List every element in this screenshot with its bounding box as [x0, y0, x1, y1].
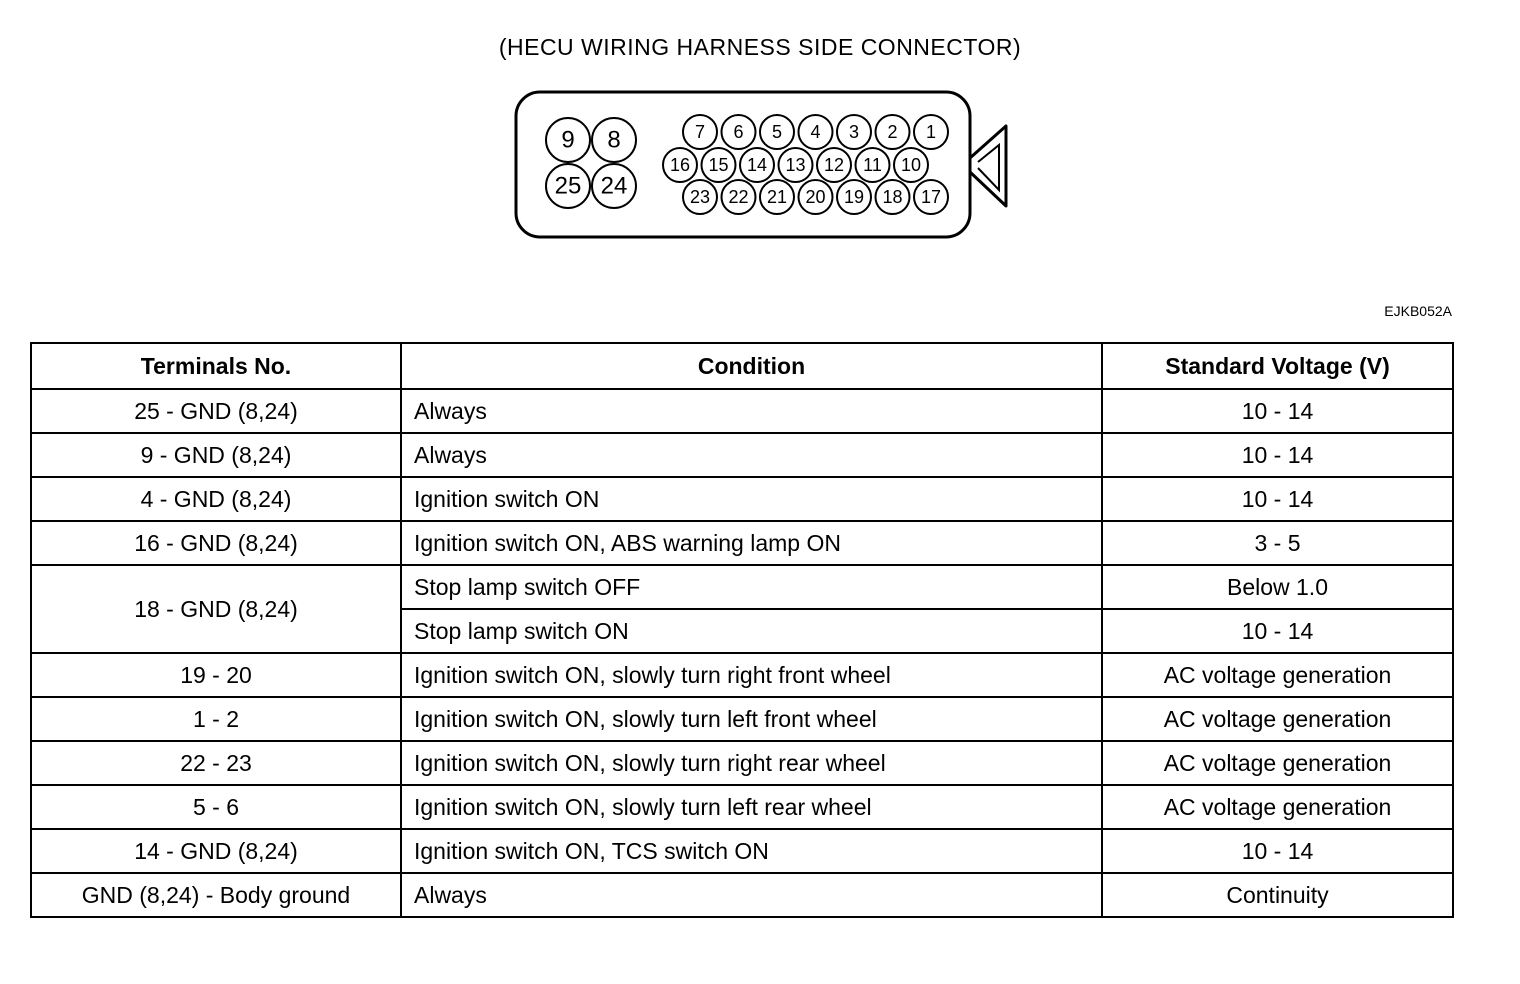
voltage-cell: Below 1.0	[1102, 565, 1453, 609]
voltage-spec-table	[30, 342, 1454, 918]
connector-pin	[817, 148, 851, 182]
connector-pin	[914, 115, 948, 149]
voltage-cell: AC voltage generation	[1102, 653, 1453, 697]
terminals-cell: 9 - GND (8,24)	[31, 433, 401, 477]
terminals-cell: 22 - 23	[31, 741, 401, 785]
connector-pin	[663, 148, 697, 182]
header-terminals: Terminals No.	[31, 343, 401, 389]
pin-number: 24	[600, 172, 628, 200]
pin-number: 16	[669, 155, 691, 175]
pin-number: 2	[887, 122, 898, 142]
condition-cell: Ignition switch ON, ABS warning lamp ON	[401, 521, 1102, 565]
voltage-cell: 3 - 5	[1102, 521, 1453, 565]
pin-number: 25	[554, 172, 582, 200]
table-header-row	[31, 343, 1453, 389]
condition-cell: Ignition switch ON, slowly turn left rear wheel	[401, 785, 1102, 829]
terminals-cell: 5 - 6	[31, 785, 401, 829]
header-voltage: Standard Voltage (V)	[1102, 343, 1453, 389]
terminals-cell: 25 - GND (8,24)	[31, 389, 401, 433]
connector-pin	[799, 115, 833, 149]
connector-pin	[546, 164, 590, 208]
table-row	[31, 653, 1453, 697]
pin-number: 20	[805, 187, 826, 207]
right-pin-block	[663, 115, 948, 214]
connector-pin	[683, 115, 717, 149]
terminals-cell: 14 - GND (8,24)	[31, 829, 401, 873]
pin-number: 10	[900, 155, 922, 175]
pin-number: 22	[728, 187, 749, 207]
connector-pin	[856, 148, 890, 182]
connector-pin	[779, 148, 813, 182]
terminals-cell: 4 - GND (8,24)	[31, 477, 401, 521]
table-row	[31, 829, 1453, 873]
pin-number: 7	[694, 122, 706, 142]
terminals-cell: 1 - 2	[31, 697, 401, 741]
connector-pin	[876, 180, 910, 214]
table-row	[31, 389, 1453, 433]
table-row	[31, 565, 1453, 609]
terminals-cell: GND (8,24) - Body ground	[31, 873, 401, 917]
terminals-cell: 18 - GND (8,24)	[31, 565, 401, 653]
table-row	[31, 785, 1453, 829]
condition-cell: Always	[401, 433, 1102, 477]
connector-pin	[702, 148, 736, 182]
connector-pin	[592, 118, 636, 162]
connector-pin	[876, 115, 910, 149]
connector-pin	[760, 115, 794, 149]
voltage-cell: 10 - 14	[1102, 433, 1453, 477]
pin-number: 11	[863, 155, 882, 175]
diagram-title: (HECU WIRING HARNESS SIDE CONNECTOR)	[498, 34, 1022, 60]
connector-diagram	[0, 0, 1520, 290]
connector-pin	[722, 115, 756, 149]
figure-code: EJKB052A	[1384, 303, 1452, 319]
voltage-cell: 10 - 14	[1102, 829, 1453, 873]
table-row	[31, 433, 1453, 477]
condition-cell: Stop lamp switch ON	[401, 609, 1102, 653]
table-row	[31, 697, 1453, 741]
condition-cell: Always	[401, 389, 1102, 433]
connector-pin	[592, 164, 636, 208]
pin-number: 1	[925, 122, 937, 142]
pin-number: 17	[920, 187, 942, 207]
table-row	[31, 521, 1453, 565]
connector-pin	[837, 180, 871, 214]
left-pin-block	[546, 118, 636, 208]
header-condition: Condition	[401, 343, 1102, 389]
condition-cell: Ignition switch ON, slowly turn left front wheel	[401, 697, 1102, 741]
voltage-cell: 10 - 14	[1102, 609, 1453, 653]
pin-number: 6	[733, 122, 744, 142]
connector-pin	[722, 180, 756, 214]
pin-number: 5	[771, 122, 783, 142]
voltage-cell: Continuity	[1102, 873, 1453, 917]
pin-number: 15	[708, 155, 729, 175]
connector-pin	[760, 180, 794, 214]
connector-pin	[894, 148, 928, 182]
voltage-cell: AC voltage generation	[1102, 697, 1453, 741]
condition-cell: Ignition switch ON, slowly turn right front wheel	[401, 653, 1102, 697]
table-row	[31, 873, 1453, 917]
condition-cell: Stop lamp switch OFF	[401, 565, 1102, 609]
condition-cell: Ignition switch ON, slowly turn right rear wheel	[401, 741, 1102, 785]
connector-latch	[970, 126, 1006, 206]
pin-number: 4	[810, 122, 821, 142]
voltage-cell: 10 - 14	[1102, 477, 1453, 521]
pin-number: 9	[561, 126, 575, 154]
voltage-cell: 10 - 14	[1102, 389, 1453, 433]
pin-number: 13	[785, 155, 806, 175]
pin-number: 18	[882, 187, 903, 207]
pin-number: 8	[607, 126, 621, 154]
pin-number: 3	[848, 122, 860, 142]
pin-number: 23	[689, 187, 711, 207]
connector-pin	[683, 180, 717, 214]
voltage-cell: AC voltage generation	[1102, 785, 1453, 829]
pin-number: 12	[823, 155, 845, 175]
pin-number: 21	[766, 187, 788, 207]
table-row	[31, 741, 1453, 785]
pin-number: 19	[843, 187, 865, 207]
condition-cell: Ignition switch ON	[401, 477, 1102, 521]
voltage-cell: AC voltage generation	[1102, 741, 1453, 785]
condition-cell: Always	[401, 873, 1102, 917]
connector-pin	[546, 118, 590, 162]
connector-pin	[740, 148, 774, 182]
condition-cell: Ignition switch ON, TCS switch ON	[401, 829, 1102, 873]
pin-number: 14	[746, 155, 768, 175]
table-row	[31, 477, 1453, 521]
connector-pin	[837, 115, 871, 149]
connector-pin	[799, 180, 833, 214]
terminals-cell: 16 - GND (8,24)	[31, 521, 401, 565]
terminals-cell: 19 - 20	[31, 653, 401, 697]
connector-pin	[914, 180, 948, 214]
